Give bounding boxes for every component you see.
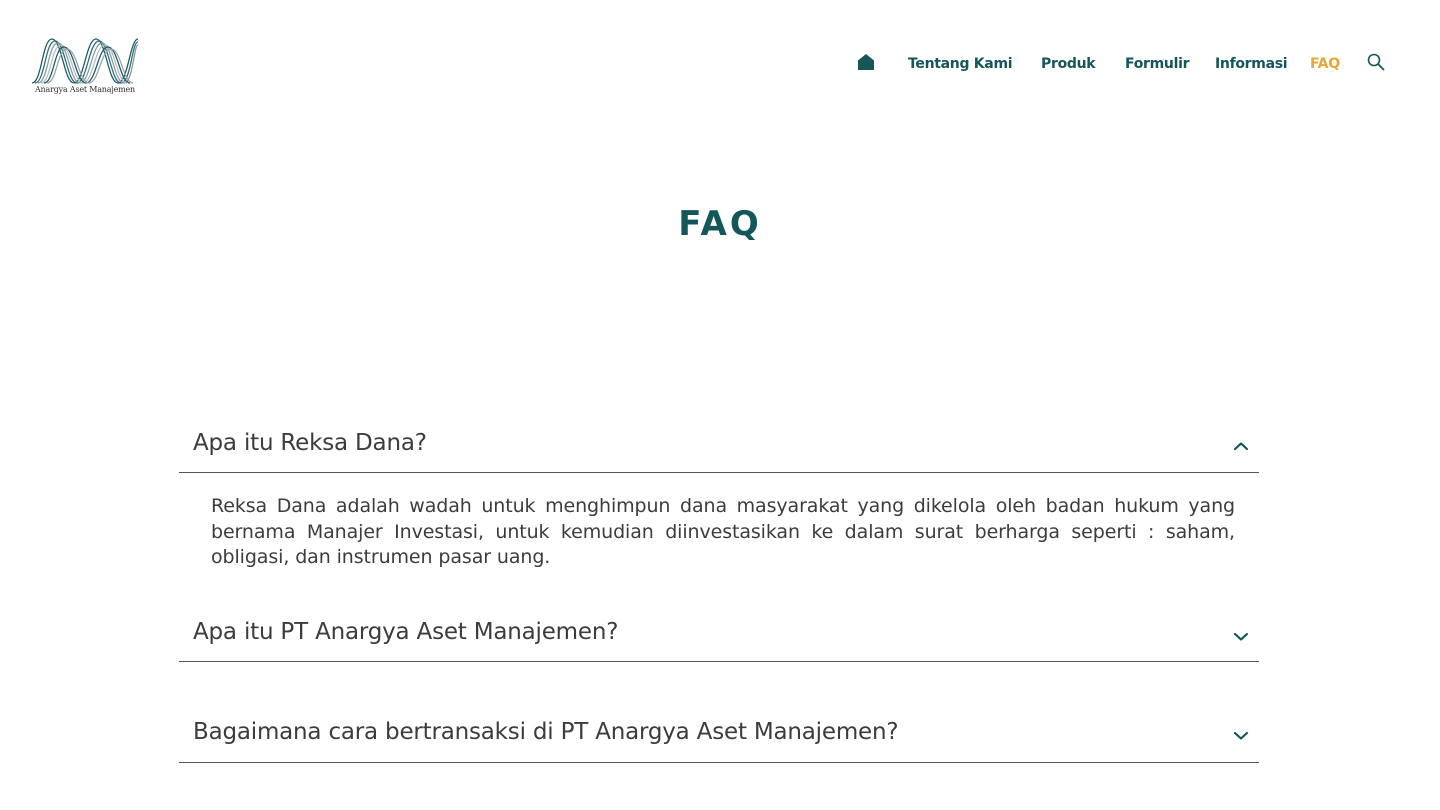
faq-question-toggle[interactable] xyxy=(179,714,1259,763)
faq-item xyxy=(179,714,1259,763)
nav-tentang-kami[interactable]: Tentang Kami xyxy=(908,56,1013,72)
faq-answer: Reksa Dana adalah wadah untuk menghimpun dana masyarakat yang dikelola oleh badan hukum yang bernama Manajer Investasi, untuk kemudian diinvestasikan ke dalam surat berharga seperti : saham, obligasi, dan instrumen pasar uang. xyxy=(211,495,1235,568)
home-icon[interactable] xyxy=(857,53,875,71)
faq-question: Apa itu PT Anargya Aset Manajemen? xyxy=(193,619,619,645)
nav-produk[interactable]: Produk xyxy=(1041,56,1096,72)
nav-faq[interactable]: FAQ xyxy=(1310,56,1340,72)
faq-question: Bagaimana cara bertransaksi di PT Anargya Aset Manajemen? xyxy=(193,719,899,745)
faq-item xyxy=(179,614,1259,662)
chevron-down-icon xyxy=(1233,731,1249,741)
faq-question-toggle[interactable] xyxy=(179,424,1259,473)
logo-text: Anargya Aset Manajemen xyxy=(34,85,136,94)
chevron-down-icon xyxy=(1233,632,1249,642)
faq-item xyxy=(179,424,1259,473)
chevron-up-icon xyxy=(1233,441,1249,451)
main-navigation xyxy=(0,52,1440,76)
faq-question: Apa itu Reksa Dana? xyxy=(193,430,427,456)
page-title: FAQ xyxy=(678,204,762,244)
nav-formulir[interactable]: Formulir xyxy=(1125,56,1190,72)
nav-informasi[interactable]: Informasi xyxy=(1215,56,1288,72)
faq-question-toggle[interactable] xyxy=(179,614,1259,662)
search-icon[interactable] xyxy=(1367,53,1385,71)
